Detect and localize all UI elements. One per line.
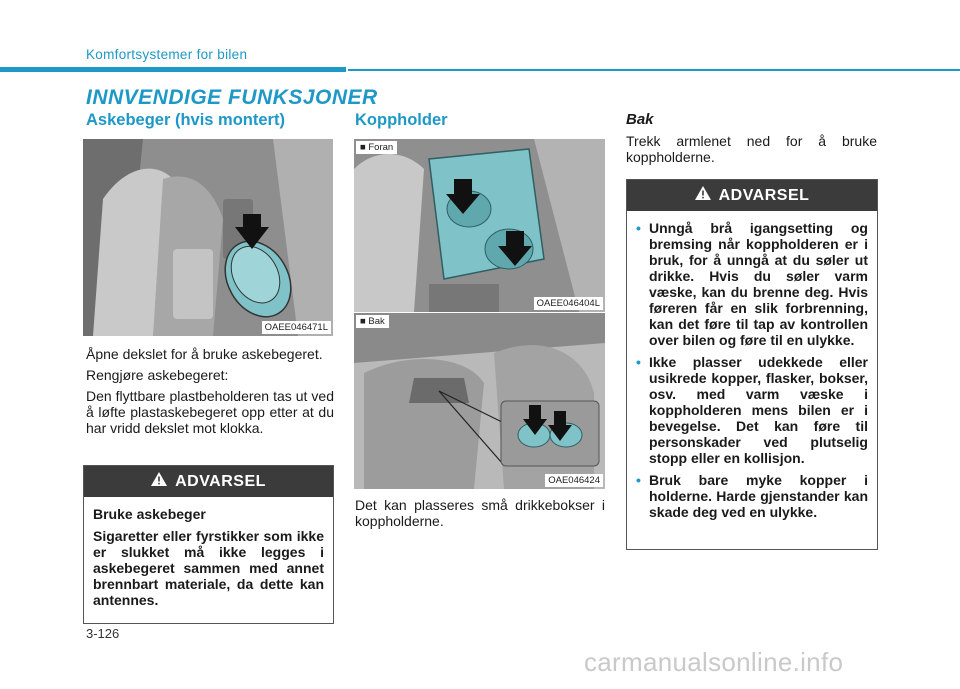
ashtray-illustration	[83, 139, 333, 336]
page-number: 3-126	[86, 626, 120, 641]
ashtray-warning-header	[84, 466, 333, 497]
ashtray-warning-box	[83, 465, 334, 624]
rear-image-tag: ■ Bak	[356, 315, 389, 328]
cupholder-warning-body	[627, 211, 877, 534]
ashtray-paragraph-3: Den flyttbare plastbeholderen tas ut ved å løfte plastaskebegeret opp etter at du har vridd dekslet mot klokka.	[86, 388, 334, 436]
front-image-tag: ■ Foran	[356, 141, 397, 154]
rear-paragraph: Trekk armlenet ned for å bruke koppholderne.	[626, 133, 877, 165]
cupholder-text	[355, 497, 605, 534]
front-cupholder-image	[354, 139, 605, 312]
cupholder-warning-box	[626, 179, 878, 550]
cupholder-paragraph: Det kan plasseres små drikkebokser i koppholderne.	[355, 497, 605, 529]
warning-triangle-icon	[695, 186, 711, 205]
rear-cupholder-illustration	[354, 313, 605, 489]
warning-list-item	[636, 354, 868, 466]
cupholder-warning-label: ADVARSEL	[718, 186, 810, 204]
front-cupholder-illustration	[354, 139, 605, 312]
ashtray-paragraph-1: Åpne dekslet for å bruke askebegeret.	[86, 346, 323, 362]
cupholder-heading: Koppholder	[355, 111, 448, 129]
header-rule-thin	[348, 69, 960, 71]
warning-list-item	[636, 472, 868, 520]
warning-item-text: Ikke plasser udekkede eller usikrede kopper, flasker, bokser, osv. med varm væske i koppholderen mens bilen er i bevegelse. Det kan føre til personskader ved plutselig stopp eller en kollisjon.	[649, 354, 868, 466]
warning-item-text: Bruk bare myke kopper i holderne. Harde gjenstander kan skade deg ved en ulykke.	[649, 472, 868, 520]
ashtray-warning-text: Sigaretter eller fyrstikker som ikke er slukket må ikke legges i askebegeret sammen med annet brennbart materiale, da dette kan antennes.	[93, 528, 324, 608]
page-title: INNVENDIGE FUNKSJONER	[86, 86, 378, 109]
ashtray-image-code: OAEE046471L	[262, 321, 331, 334]
warning-list-item	[636, 220, 868, 348]
ashtray-image	[83, 139, 333, 336]
bullet-icon: •	[636, 354, 641, 370]
bullet-icon: •	[636, 472, 641, 488]
cupholder-warning-header	[627, 180, 877, 211]
section-label: Komfortsystemer for bilen	[86, 47, 248, 62]
ashtray-warning-title: Bruke askebeger	[93, 506, 206, 522]
rear-subheading: Bak	[626, 111, 654, 128]
bullet-icon: •	[636, 220, 641, 236]
ashtray-heading: Askebeger (hvis montert)	[86, 111, 285, 129]
rear-image-code: OAE046424	[545, 474, 603, 487]
rear-cupholder-image	[354, 313, 605, 489]
warning-item-text: Unngå brå igangsetting og bremsing når koppholderen er i bruk, for å unngå at du søler ut drikke. Hvis du søler varm væske, kan du brenne deg. Hvis føreren får en slik forbrenning, kan det føre til tap av kontrollen over bilen og føre til en ulykke.	[649, 220, 868, 348]
ashtray-warning-body	[84, 497, 333, 622]
ashtray-warning-label: ADVARSEL	[175, 472, 266, 490]
ashtray-paragraph-2: Rengjøre askebegeret:	[86, 367, 229, 383]
front-image-code: OAEE046404L	[534, 297, 603, 310]
ashtray-text	[86, 346, 334, 441]
watermark: carmanualsonline.info	[584, 647, 844, 677]
header-rule-thick	[0, 67, 346, 72]
cupholder-warning-list	[636, 220, 868, 520]
warning-triangle-icon	[151, 472, 167, 491]
rear-text	[626, 133, 877, 170]
